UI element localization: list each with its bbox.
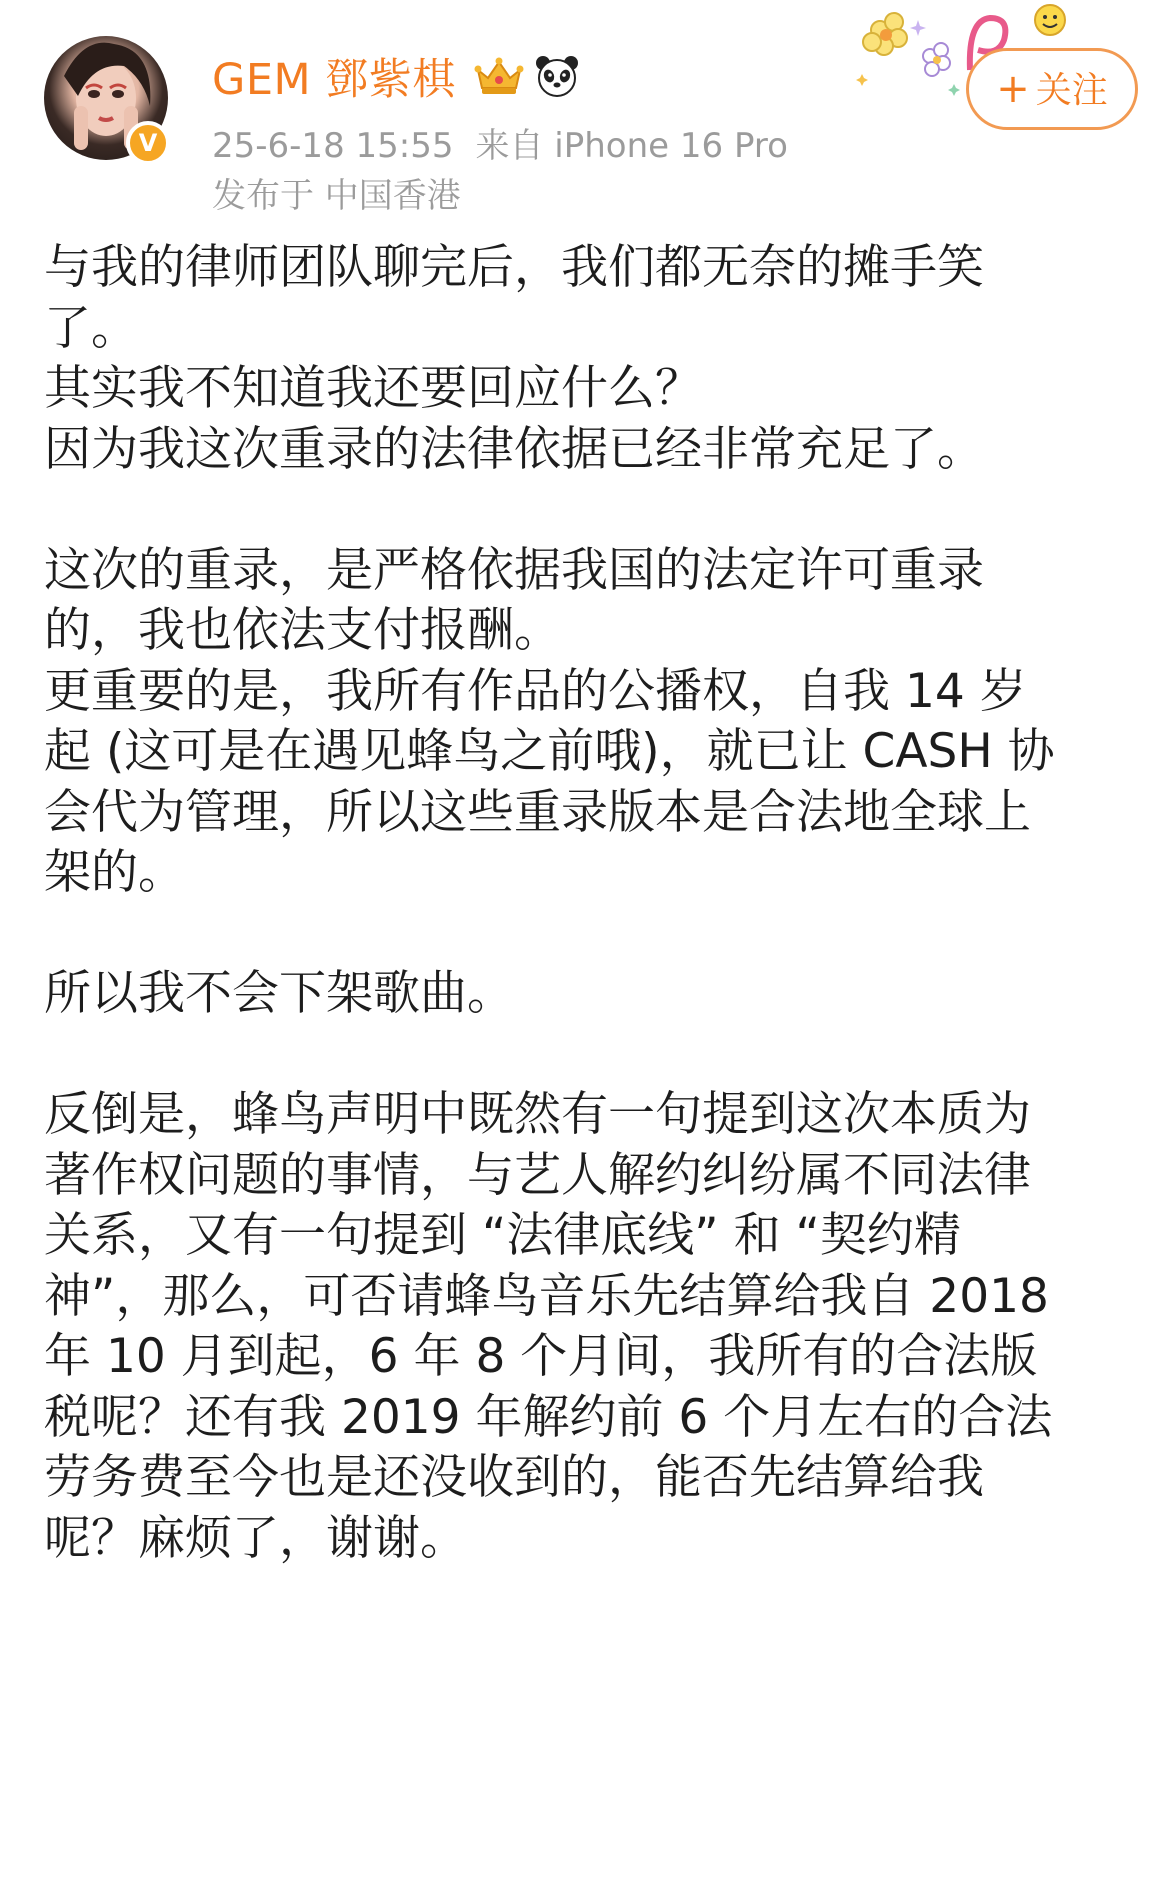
plus-icon: + [996, 66, 1030, 112]
follow-label: 关注 [1035, 70, 1108, 111]
content-line: 年 10 月到起，6 年 8 个月间，我所有的合法版 [44, 1329, 1038, 1384]
content-line: 这次的重录，是严格依据我国的法定许可重录 [44, 542, 984, 598]
post-timestamp: 25-6-18 15:55 [212, 126, 454, 166]
post-source: 来自 iPhone 16 Pro [475, 126, 788, 166]
panda-icon [534, 54, 580, 98]
post-content [44, 238, 1134, 1569]
content-line: 神”，那么，可否请蜂鸟音乐先结算给我自 2018 [44, 1268, 1049, 1324]
content-line: 了。 [44, 300, 138, 356]
post-meta [212, 118, 788, 167]
content-line: 起 (这可是在遇见蜂鸟之前哦)，就已让 CASH 协 [44, 724, 1055, 779]
content-line: 其实我不知道我还要回应什么？ [44, 361, 702, 416]
content-line: 劳务费至今也是还没收到的，能否先结算给我 [44, 1450, 984, 1505]
post-location: 发布于 中国香港 [212, 176, 461, 216]
content-line: 与我的律师团队聊完后，我们都无奈的摊手笑 [44, 240, 984, 295]
content-line: 所以我不会下架歌曲。 [44, 966, 514, 1021]
content-line: 税呢？还有我 2019 年解约前 6 个月左右的合法 [44, 1389, 1053, 1445]
content-line: 呢？麻烦了，谢谢。 [44, 1510, 467, 1566]
content-line: 关系，又有一句提到 “法律底线” 和 “契约精 [44, 1208, 961, 1263]
content-line: 会代为管理，所以这些重录版本是合法地全球上 [44, 784, 1031, 840]
content-line: 的，我也依法支付报酬。 [44, 603, 561, 658]
paragraph-gap [44, 480, 1134, 541]
content-line: 更重要的是，我所有作品的公播权，自我 14 岁 [44, 663, 1027, 719]
user-row [212, 44, 580, 108]
content-line: 架的。 [44, 845, 185, 900]
follow-button[interactable] [966, 48, 1138, 130]
verified-badge-icon: V [126, 121, 170, 165]
paragraph-gap [44, 904, 1134, 965]
paragraph-gap [44, 1025, 1134, 1086]
content-line: 著作权问题的事情，与艺人解约纠纷属不同法律 [44, 1147, 1031, 1203]
username[interactable]: GEM 鄧紫棋 [212, 54, 456, 105]
crown-icon [474, 56, 524, 96]
content-line: 反倒是，蜂鸟声明中既然有一句提到这次本质为 [44, 1087, 1031, 1142]
post-header [0, 0, 1170, 220]
content-line: 因为我这次重录的法律依据已经非常充足了。 [44, 421, 984, 477]
